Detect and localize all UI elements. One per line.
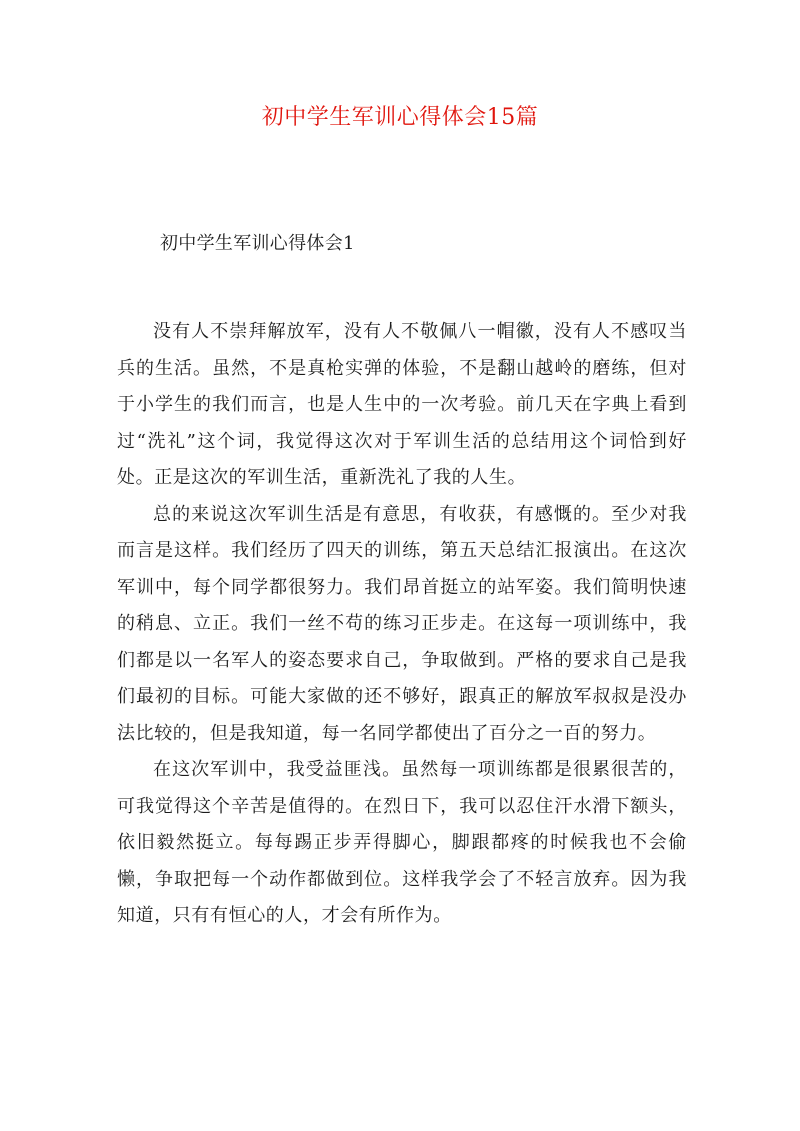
section-heading: 初中学生军训心得体会1 bbox=[160, 233, 355, 254]
paragraph-1: 没有人不崇拜解放军，没有人不敬佩八一帽徽，没有人不感叹当兵的生活。虽然，不是真枪实弹的体验，不是翻山越岭的磨练，但对于小学生的我们而言，也是人生中的一次考验。前几天在字典上看到过“洗礼”这个词，我觉得这次对于军训生活的总结用这个词恰到好处。正是这次的军训生活，重新洗礼了我的人生。 bbox=[117, 321, 687, 488]
document-title: 初中学生军训心得体会15篇 bbox=[261, 105, 539, 130]
paragraph-2: 总的来说这次军训生活是有意思，有收获，有感慨的。至少对我而言是这样。我们经历了四天的训练，第五天总结汇报演出。在这次军训中，每个同学都很努力。我们昂首挺立的站军姿。我们简明快速的稍息、立正。我们一丝不苟的练习正步走。在这每一项训练中，我们都是以一名军人的姿态要求自己，争取做到。严格的要求自己是我们最初的目标。可能大家做的还不够好，跟真正的解放军叔叔是没办法比较的，但是我知道，每一名同学都使出了百分之一百的努力。 bbox=[117, 503, 687, 744]
body-text bbox=[117, 314, 687, 935]
paragraph-3: 在这次军训中，我受益匪浅。虽然每一项训练都是很累很苦的，可我觉得这个辛苦是值得的。在烈日下，我可以忍住汗水滑下额头，依旧毅然挺立。每每踢正步弄得脚心，脚跟都疼的时候我也不会偷懒，争取把每一个动作都做到位。这样我学会了不轻言放弃。因为我知道，只有有恒心的人，才会有所作为。 bbox=[117, 759, 687, 926]
